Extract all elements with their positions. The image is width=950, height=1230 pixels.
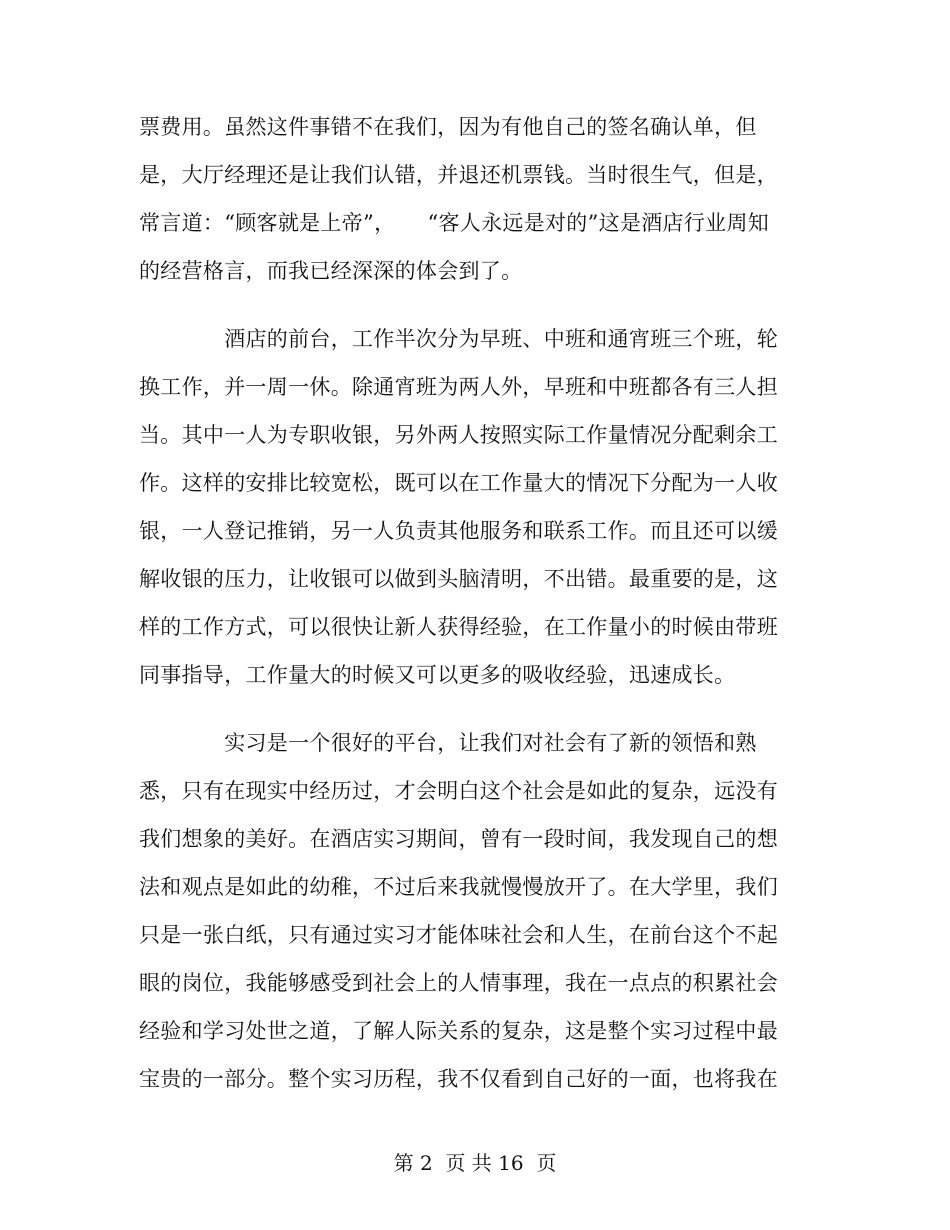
text-line: 我们想象的美好。在酒店实习期间，曾有一段时间，我发现自己的想 [139, 827, 778, 851]
text-line: 的经营格言，而我已经深深的体会到了。 [139, 259, 523, 283]
text-line: 作。这样的安排比较宽松，既可以在工作量大的情况下分配为一人收 [139, 471, 778, 495]
text-line: 票费用。虽然这件事错不在我们，因为有他自己的签名确认单，但 [139, 115, 757, 139]
text-line: 眼的岗位，我能够感受到社会上的人情事理，我在一点点的积累社会 [139, 971, 778, 995]
page-number-footer: 第 2 页 共 16 页 [393, 1151, 557, 1175]
text-line: 同事指导，工作量大的时候又可以更多的吸收经验，迅速成长。 [139, 663, 736, 687]
text-line: 宝贵的一部分。整个实习历程，我不仅看到自己好的一面，也将我在 [139, 1067, 778, 1091]
text-line: 当。其中一人为专职收银，另外两人按照实际工作量情况分配剩余工 [139, 423, 778, 447]
text-line: 经验和学习处世之道，了解人际关系的复杂，这是整个实习过程中最 [139, 1019, 778, 1043]
paragraph-first-line: 酒店的前台，工作半次分为早班、中班和通宵班三个班，轮 [139, 327, 778, 351]
text-line: 悉，只有在现实中经历过，才会明白这个社会是如此的复杂，远没有 [139, 779, 778, 803]
text-line: 只是一张白纸，只有通过实习才能体味社会和人生，在前台这个不起 [139, 923, 778, 947]
text-line: 法和观点是如此的幼稚，不过后来我就慢慢放开了。在大学里，我们 [139, 875, 778, 899]
text-line: 解收银的压力，让收银可以做到头脑清明，不出错。最重要的是，这 [139, 567, 778, 591]
text-line: 是，大厅经理还是让我们认错，并退还机票钱。当时很生气，但是， [139, 163, 778, 187]
text-line: 换工作，并一周一休。除通宵班为两人外，早班和中班都各有三人担 [139, 375, 778, 399]
text-line: 样的工作方式，可以很快让新人获得经验，在工作量小的时候由带班 [139, 615, 778, 639]
text-line: 常言道：“顾客就是上帝”， “客人永远是对的”这是酒店行业周知 [139, 211, 770, 235]
paragraph-first-line: 实习是一个很好的平台，让我们对社会有了新的领悟和熟 [139, 731, 757, 755]
text-line: 银，一人登记推销，另一人负责其他服务和联系工作。而且还可以缓 [139, 519, 778, 543]
